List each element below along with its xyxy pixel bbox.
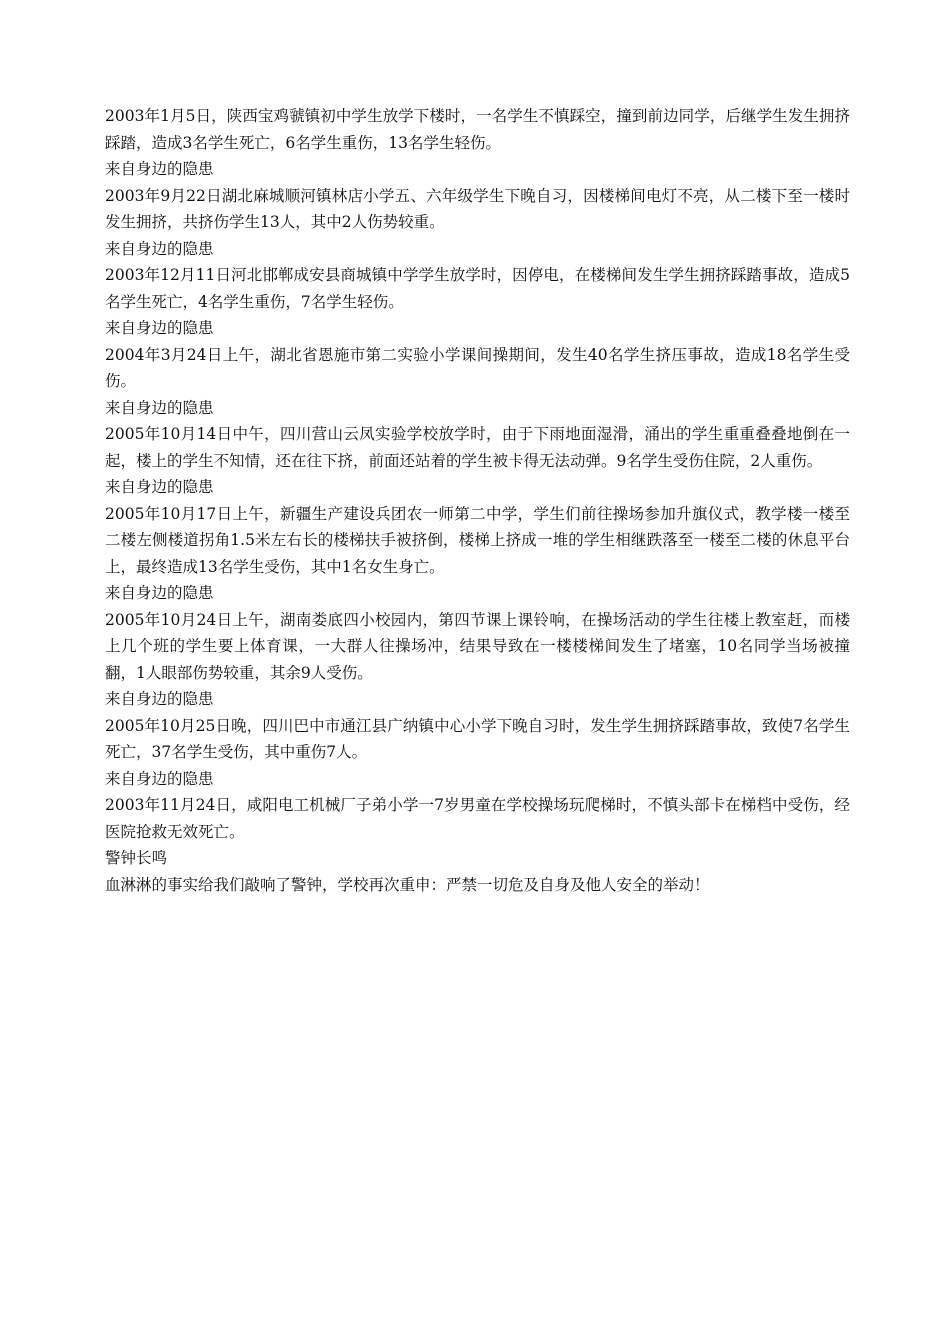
section-heading-1: 来自身边的隐患 <box>105 160 214 178</box>
closing-statement: 血淋淋的事实给我们敲响了警钟，学校再次重申：严禁一切危及自身及他人安全的举动！ <box>105 875 710 894</box>
incident-paragraph-4: 2004年3月24日上午，湖北省恩施市第二实验小学课间操期间，发生40名学生挤压事故，造成18名学生受伤。 <box>105 345 850 390</box>
section-heading-4: 来自身边的隐患 <box>105 398 214 417</box>
incident-paragraph-6: 2005年10月17日上午，新疆生产建设兵团农一师第二中学，学生们前往操场参加升旗仪式，教学楼一楼至二楼左侧楼道拐角1.5米左右长的楼梯扶手被挤倒，楼梯上挤成一堆的学生相继跌落至一楼至二楼的休息平台上，最终造成13名学生受伤，其中1名女生身亡。 <box>105 504 850 576</box>
section-heading-2: 来自身边的隐患 <box>105 239 214 258</box>
section-heading-8: 来自身边的隐患 <box>105 769 214 788</box>
incident-paragraph-3: 2003年12月11日河北邯郸成安县商城镇中学学生放学时，因停电，在楼梯间发生学生拥挤踩踏事故，造成5名学生死亡，4名学生重伤，7名学生轻伤。 <box>105 266 850 311</box>
section-heading-7: 来自身边的隐患 <box>105 690 214 708</box>
section-heading-5: 来自身边的隐患 <box>105 478 214 496</box>
document-body <box>105 103 850 898</box>
incident-paragraph-5: 2005年10月14日中午，四川营山云凤实验学校放学时，由于下雨地面湿滑，涌出的学生重重叠叠地倒在一起，楼上的学生不知情，还在往下挤，前面还站着的学生被卡得无法动弹。9名学生受伤住院，2人重伤。 <box>105 425 850 470</box>
incident-paragraph-7: 2005年10月24日上午，湖南娄底四小校园内，第四节课上课铃响，在操场活动的学生往楼上教室赶，而楼上几个班的学生要上体育课，一大群人往操场冲，结果导致在一楼楼梯间发生了堵塞，10名同学当场被撞翻，1人眼部伤势较重，其余9人受伤。 <box>105 610 850 682</box>
section-heading-3: 来自身边的隐患 <box>105 319 214 337</box>
incident-paragraph-8: 2005年10月25日晚，四川巴中市通江县广纳镇中心小学下晚自习时，发生学生拥挤踩踏事故，致使7名学生死亡，37名学生受伤，其中重伤7人。 <box>105 716 850 761</box>
warning-heading: 警钟长鸣 <box>105 849 168 867</box>
incident-paragraph-9: 2003年11月24日，咸阳电工机械厂子弟小学一7岁男童在学校操场玩爬梯时，不慎头部卡在梯档中受伤，经医院抢救无效死亡。 <box>105 796 850 841</box>
incident-paragraph-1: 2003年1月5日，陕西宝鸡虢镇初中学生放学下楼时，一名学生不慎踩空，撞到前边同学，后继学生发生拥挤踩踏，造成3名学生死亡，6名学生重伤，13名学生轻伤。 <box>105 107 850 152</box>
incident-paragraph-2: 2003年9月22日湖北麻城顺河镇林店小学五、六年级学生下晚自习，因楼梯间电灯不亮，从二楼下至一楼时发生拥挤，共挤伤学生13人，其中2人伤势较重。 <box>105 186 850 231</box>
section-heading-6: 来自身边的隐患 <box>105 584 214 602</box>
